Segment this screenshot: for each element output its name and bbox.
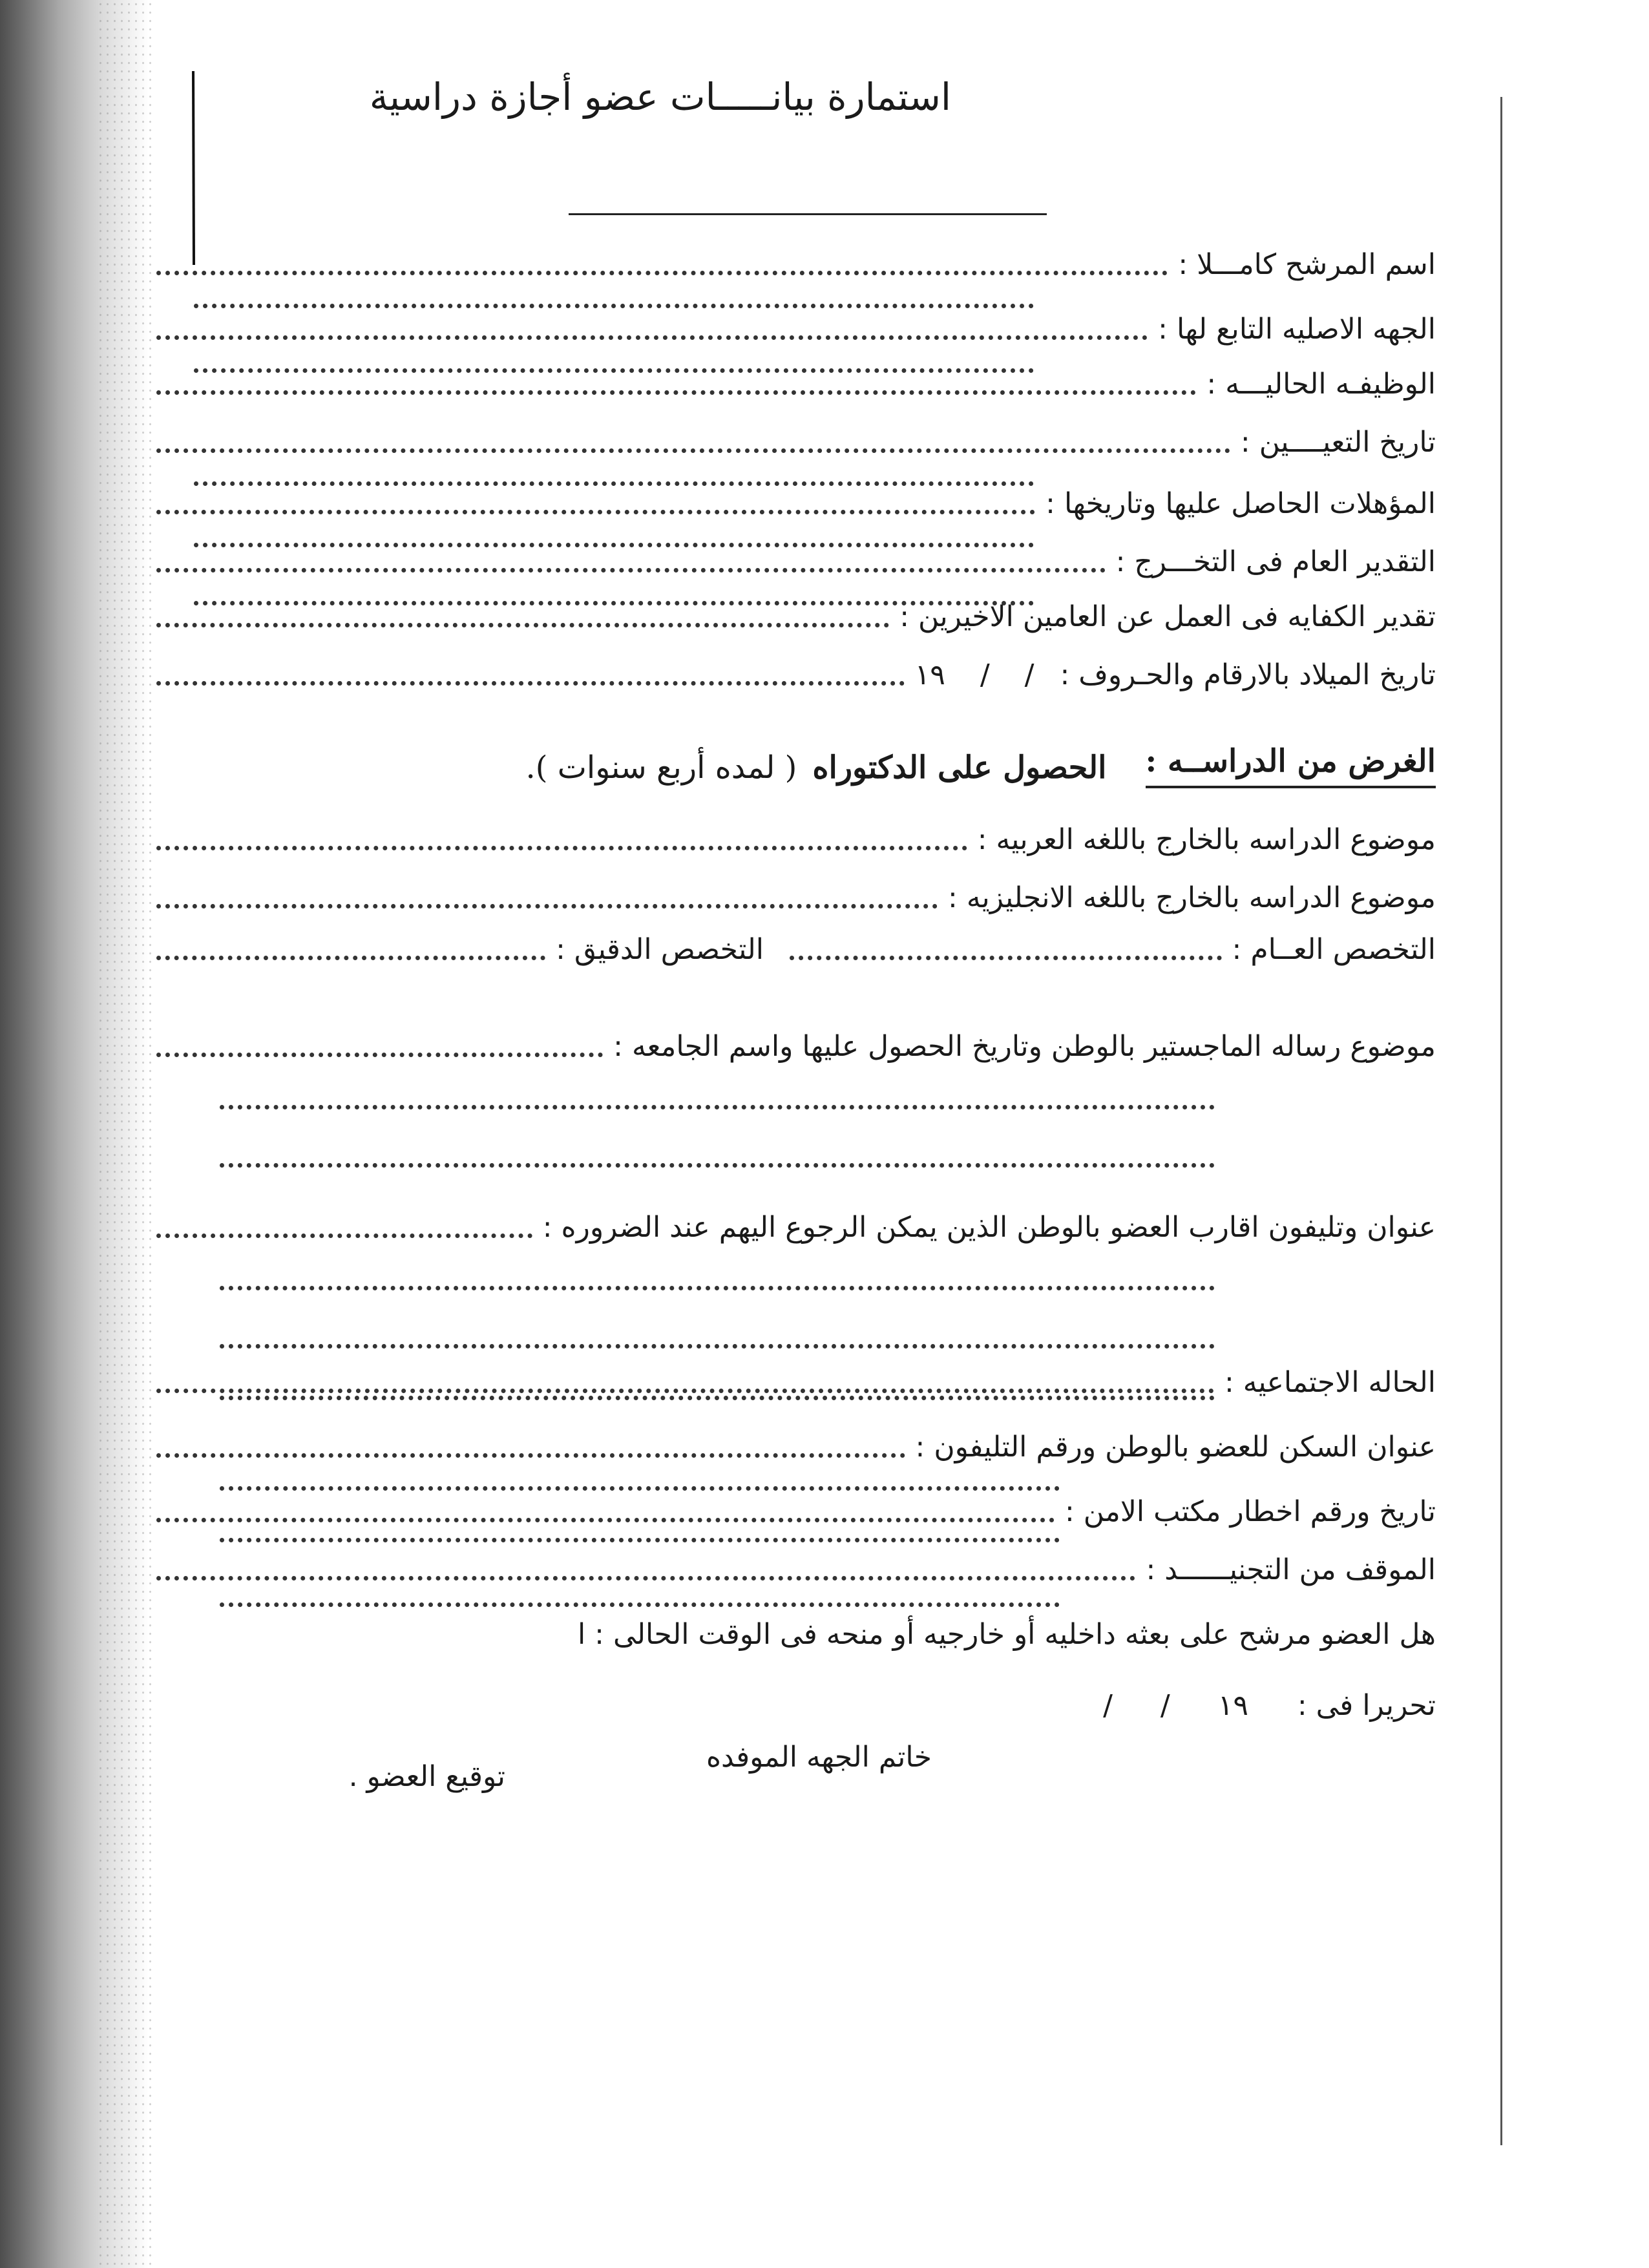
fill-in-blank[interactable] xyxy=(790,956,1222,960)
fill-in-blank[interactable] xyxy=(156,1576,1135,1580)
issuing-authority-stamp: خاتم الجهه الموفده xyxy=(706,1741,932,1774)
fill-in-blank-continuation[interactable] xyxy=(220,1538,1060,1542)
fill-in-blank[interactable] xyxy=(156,846,967,850)
field-label: المؤهلات الحاصل عليها وتاريخها : xyxy=(1045,487,1436,520)
written-on-date[interactable]: / / ١٩ xyxy=(1103,1689,1248,1722)
field-label: موضوع الدراسه بالخارج باللغه العربيه : xyxy=(977,823,1436,856)
field-candidate-name xyxy=(156,239,1436,284)
precise-specialization xyxy=(156,930,764,969)
field-label: التقدير العام فى التخـــرج : xyxy=(1115,545,1436,578)
fill-in-blank[interactable] xyxy=(156,904,938,908)
margin-stroke-mark xyxy=(191,71,195,265)
fill-in-blank[interactable] xyxy=(156,390,1196,395)
title-underline xyxy=(569,213,1047,215)
fill-in-blank-continuation[interactable] xyxy=(220,1344,1215,1349)
fill-in-blank[interactable] xyxy=(156,1518,1055,1522)
fill-in-blank[interactable] xyxy=(156,1234,532,1238)
fill-in-blank[interactable] xyxy=(156,623,889,627)
field-security-notice xyxy=(156,1486,1436,1531)
fill-in-blank-continuation[interactable] xyxy=(220,1286,1215,1290)
field-label: موضوع رساله الماجستير بالوطن وتاريخ الحصول عليها واسم الجامعه : xyxy=(613,1030,1436,1063)
written-on-label: تحريرا فى : xyxy=(1297,1689,1436,1722)
fill-in-blank[interactable] xyxy=(156,1053,603,1057)
field-label: تاريخ التعيــــين : xyxy=(1240,426,1436,459)
field-label: التخصص الدقيق : xyxy=(556,933,764,966)
right-margin-rule xyxy=(1500,97,1502,2145)
fill-in-blank[interactable] xyxy=(156,1453,905,1458)
field-current-job xyxy=(156,359,1436,404)
field-graduation-grade xyxy=(156,536,1436,582)
fill-in-blank[interactable] xyxy=(156,335,1148,340)
field-label: عنوان السكن للعضو بالوطن ورقم التليفون : xyxy=(915,1431,1436,1464)
purpose-label: الغرض من الدراســه : xyxy=(1146,740,1436,788)
field-label: اسم المرشح كامـــلا : xyxy=(1178,248,1436,281)
field-birth-date xyxy=(156,649,1436,695)
field-marital-status xyxy=(156,1357,1436,1402)
fill-in-blank[interactable] xyxy=(156,1389,1214,1393)
field-relatives-contact xyxy=(156,1202,1436,1247)
general-specialization xyxy=(790,930,1436,969)
fill-in-blank-continuation[interactable] xyxy=(220,1105,1215,1109)
field-military-status xyxy=(156,1544,1436,1590)
field-label: الموقف من التجنيــــــد : xyxy=(1146,1553,1436,1586)
fill-in-blank[interactable] xyxy=(156,568,1106,572)
fill-in-blank[interactable] xyxy=(156,681,905,686)
field-label: تقدير الكفايه فى العمل عن العامين الاخيرين : xyxy=(899,600,1436,633)
form-title: استمارة بيانـــــات عضو أجازة دراسية xyxy=(369,75,951,119)
field-label: الوظيفـه الحاليـــه : xyxy=(1206,368,1436,401)
field-appointment-date xyxy=(156,417,1436,462)
field-home-address xyxy=(156,1422,1436,1467)
member-signature: توقيع العضو . xyxy=(348,1760,505,1793)
field-efficiency-rating xyxy=(156,591,1436,636)
date-template[interactable]: / / ١٩ xyxy=(914,658,1035,691)
field-label: الجهه الاصليه التابع لها : xyxy=(1158,313,1436,346)
field-origin-entity xyxy=(156,304,1436,349)
fill-in-blank[interactable] xyxy=(156,448,1230,453)
purpose-value: الحصول على الدكتوراه xyxy=(812,750,1107,786)
fill-in-blank[interactable] xyxy=(156,510,1035,514)
scan-edge-speckle xyxy=(97,0,155,2268)
fill-in-blank[interactable] xyxy=(156,956,545,960)
purpose-of-study xyxy=(156,730,1436,788)
field-label: موضوع الدراسه بالخارج باللغه الانجليزيه : xyxy=(948,881,1436,914)
fill-in-blank-continuation[interactable] xyxy=(220,1163,1215,1168)
field-label: تاريخ ورقم اخطار مكتب الامن : xyxy=(1064,1495,1436,1528)
field-label: التخصص العــام : xyxy=(1232,933,1436,966)
field-qualifications xyxy=(156,478,1436,523)
field-study-subject-arabic xyxy=(156,814,1436,859)
fill-in-blank-continuation[interactable] xyxy=(220,1602,1060,1607)
field-label: الحاله الاجتماعيه : xyxy=(1224,1366,1436,1399)
field-study-subject-english xyxy=(156,872,1436,918)
field-label: عنوان وتليفون اقارب العضو بالوطن الذين يمكن الرجوع اليهم عند الضروره : xyxy=(542,1211,1436,1244)
field-specialization xyxy=(156,930,1436,976)
purpose-duration-note: ( لمده أربع سنوات ). xyxy=(525,750,797,786)
field-masters-thesis xyxy=(156,1021,1436,1066)
fill-in-blank[interactable] xyxy=(156,271,1168,275)
field-label: تاريخ الميلاد بالارقام والحـروف : xyxy=(1060,658,1436,691)
question-label: هل العضو مرشح على بعثه داخليه أو خارجيه أو منحه فى الوقت الحالى : ا xyxy=(577,1618,1436,1651)
field-mission-question xyxy=(156,1609,1436,1654)
